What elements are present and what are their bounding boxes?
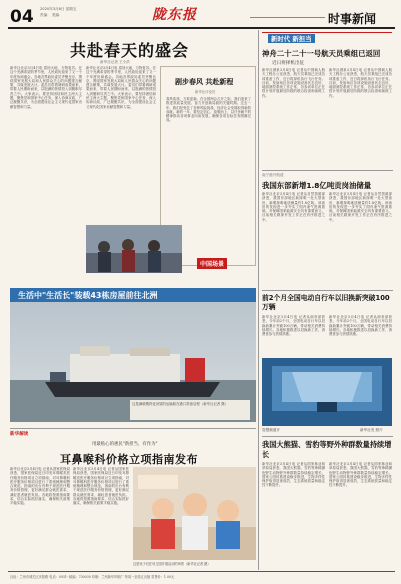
bottom-left-tag: 新华解读 [10,432,29,437]
ship-headline: 生活中"生活长"装载43栋房屋前往北洲 [18,291,158,300]
masthead-rule [8,27,395,29]
footer-info: 社址：兰州市城关区庆阳路 电话：0931- 邮编：730030 印刷：兰州新华印刷厂 每周一至周五出版 零售价：1.00元 [10,575,175,579]
right-divider-1 [262,170,393,171]
footer-rule [8,571,395,572]
right-divider-2 [262,290,393,291]
new-photo-body-col2: 新华社北京3月4日电 记者从商务部获悉，今年前2个月，全国电动自行车以旧换新累计突破100万辆，带动相关消费持续增长。各地积极推进以旧换新工作，消费者参与热情高涨。 [329,315,392,337]
kids-photo-caption: 这是孩子们在幼儿园开展活动的场景（新华社记者 摄） [133,562,211,566]
middle-right-kicker: 南宁港开航道 [262,173,284,177]
column-rule-left [258,30,259,570]
sidebar-headline: 神舟二十二十一号航天员乘组已返回 [262,49,381,58]
editorial-title: 剧步春风 共赴新程 [175,78,234,86]
main-headline: 共赴春天的盛会 [70,41,190,60]
middle-right-body-col2: 新华社北京3月4日电 记者从自然资源部获悉，我国东部地区新探明一处大型油田，新增探明地质储量约1.8亿吨。该油田的发现进一步夯实了国内油气资源基础，对保障国家能源安全具有重要意义。目前相关勘探开发工作正在有序推进之中。 [329,192,392,222]
ship-headline-band [10,288,256,302]
bottom-left-kicker: 用最贴心的惠民"新担当、有作为" [92,442,158,447]
newspaper-logo: 陇东报 [152,7,197,23]
panda-body-col2: 新华社北京3月4日电 记者从国家林业和草原局获悉，我国大熊猫、雪豹等珍稀濒危野生动物野外种群数量持续稳定增长。国家公园体系建设稳步推进，生物多样性保护取得显著成效，生态系统质量和稳定性不断提升。 [329,462,392,488]
right-divider-3 [262,436,393,437]
new-photo-body-col1: 新华社北京3月4日电 记者从商务部获悉，今年前2个月，全国电动自行车以旧换新累计突破100万辆，带动相关消费持续增长。各地积极推进以旧换新工作，消费者参与热情高涨。 [262,315,325,337]
section-rule-thin [250,17,325,18]
page-number: 04 [10,7,34,27]
editor-line: 责编： 美编： [40,13,63,17]
china-scene-logo: 中国场景 [197,258,227,269]
date-line: 2020年3月6日 星期五 [40,7,77,11]
bottom-left-rule [10,428,256,429]
glass-photo [262,358,392,426]
new-photo-headline: 前2个月全国电动自行车以旧换新突破100万辆 [262,294,390,311]
main-body-col1: 新华社北京3月4日电 春回大地，万物复苏。在这个充满希望的季节里，人民政协迎来了又一个年度协商盛会。各地各界政协委员齐聚北京，围绕国家发展大局和人民群众关心的问题建言献策，共谋发展大计。委员们带着调研成果而来，带着人民期盼而来，以饱满的热情投入到履职尽责之中。大家表示，要坚持团结和民主两大主题，聚焦党和国家中心任务，深入协商议政，广泛凝聚共识，为全面建设社会主义现代化国家贡献智慧和力量。 [10,66,82,109]
bottom-left-headline: 耳鼻喉科价格立项指南发布 [60,453,198,466]
masthead [0,0,401,28]
middle-right-body-col1: 新华社北京3月4日电 记者从自然资源部获悉，我国东部地区新探明一处大型油田，新增探明地质储量约1.8亿吨。该油田的发现进一步夯实了国内油气资源基础，对保障国家能源安全具有重要意义。目前相关勘探开发工作正在有序推进之中。 [262,192,325,222]
glass-photo-caption-left: 智慧频道开 [262,428,280,432]
panda-body-col1: 新华社北京3月4日电 记者从国家林业和草原局获悉，我国大熊猫、雪豹等珍稀濒危野生动物野外种群数量持续稳定增长。国家公园体系建设稳步推进，生物多样性保护取得显著成效，生态系统质量和稳定性不断提升。 [262,462,325,488]
bottom-left-body-col1: 新华社北京3月4日电 记者从国家医保局获悉，国家医保局近日印发耳鼻喉类医疗服务价格项目立项指南，对耳鼻喉科医疗服务价格项目进行了系统梳理和整合规范。指南的出台有利于规范医疗服务价格管理，更好满足群众就医需求，减轻患者就医负担。各地将按照指南要求，结合实际抓好落实，确保相关政策平稳实施。 [10,467,70,506]
editorial-body: 春风浩荡，万象更新。在全国两会召开之际，我们迎来了推进高质量发展、奋力开创新局面的关键时期。过去一年，我们经受住了各种风险挑战，经济社会发展取得新的成就。新的一年，要坚定信心、迎难而上，以只争朝夕的精神推动各项事业向前发展，确保各项目标任务圆满完成。 [166,97,251,123]
ship-caption-box [130,400,250,420]
sidebar-body-col2: 新华社酒泉3月4日电 记者从中国载人航天工程办公室获悉，航天员乘组已完成各项准备工作，近日将择机执行飞行任务。目前，发射场区各项设施设备状态良好，地面测控系统工作正常，各参试单位正在按计划开展最后阶段的联合检查和演练工作。 [329,68,392,98]
sidebar-body-col1: 新华社酒泉3月4日电 记者从中国载人航天工程办公室获悉，航天员乘组已完成各项准备工作，近日将择机执行飞行任务。目前，发射场区各项设施设备状态良好，地面测控系统工作正常，各参试单位正在按计划开展最后阶段的联合检查和演练工作。 [262,68,325,98]
main-body-col2: 新华社北京3月4日电 春回大地，万物复苏。在这个充满希望的季节里，人民政协迎来了又一个年度协商盛会。各地各界政协委员齐聚北京，围绕国家发展大局和人民群众关心的问题建言献策，共谋发展大计。委员们带着调研成果而来，带着人民期盼而来，以饱满的热情投入到履职尽责之中。大家表示，要坚持团结和民主两大主题，聚焦党和国家中心任务，深入协商议政，广泛凝聚共识，为全面建设社会主义现代化国家贡献智慧和力量。 [86,66,156,109]
kids-photo [133,467,256,560]
sidebar-subhead: 近日将择机出征 [272,61,305,66]
bottom-left-body-col2: 新华社北京3月4日电 记者从国家医保局获悉，国家医保局近日印发耳鼻喉类医疗服务价格项目立项指南，对耳鼻喉科医疗服务价格项目进行了系统梳理和整合规范。指南的出台有利于规范医疗服务价格管理，更好满足群众就医需求，减轻患者就医负担。各地将按照指南要求，结合实际抓好落实，确保相关政策平稳实施。 [73,467,129,506]
section-title: 时事新闻 [328,12,377,26]
sidebar-box-title [262,32,392,46]
main-byline: 新华社记者 王小洪 [100,60,130,64]
glass-photo-caption-right: 新华社发 照片 [360,428,383,432]
ship-caption: 这是满载模块化房屋的运输船在港口准备启程（新华社记者 摄） [132,402,229,406]
sidebar-tag: 新时代 新担当 [268,34,315,43]
middle-right-headline: 我国东部新增1.8亿吨贡岗油储量 [262,181,372,190]
conference-photo [86,225,182,273]
editorial-byline: 新华社评论员 [195,90,216,94]
panda-headline: 我国大熊猫、雪豹等野外种群数量持续增长 [262,440,392,459]
